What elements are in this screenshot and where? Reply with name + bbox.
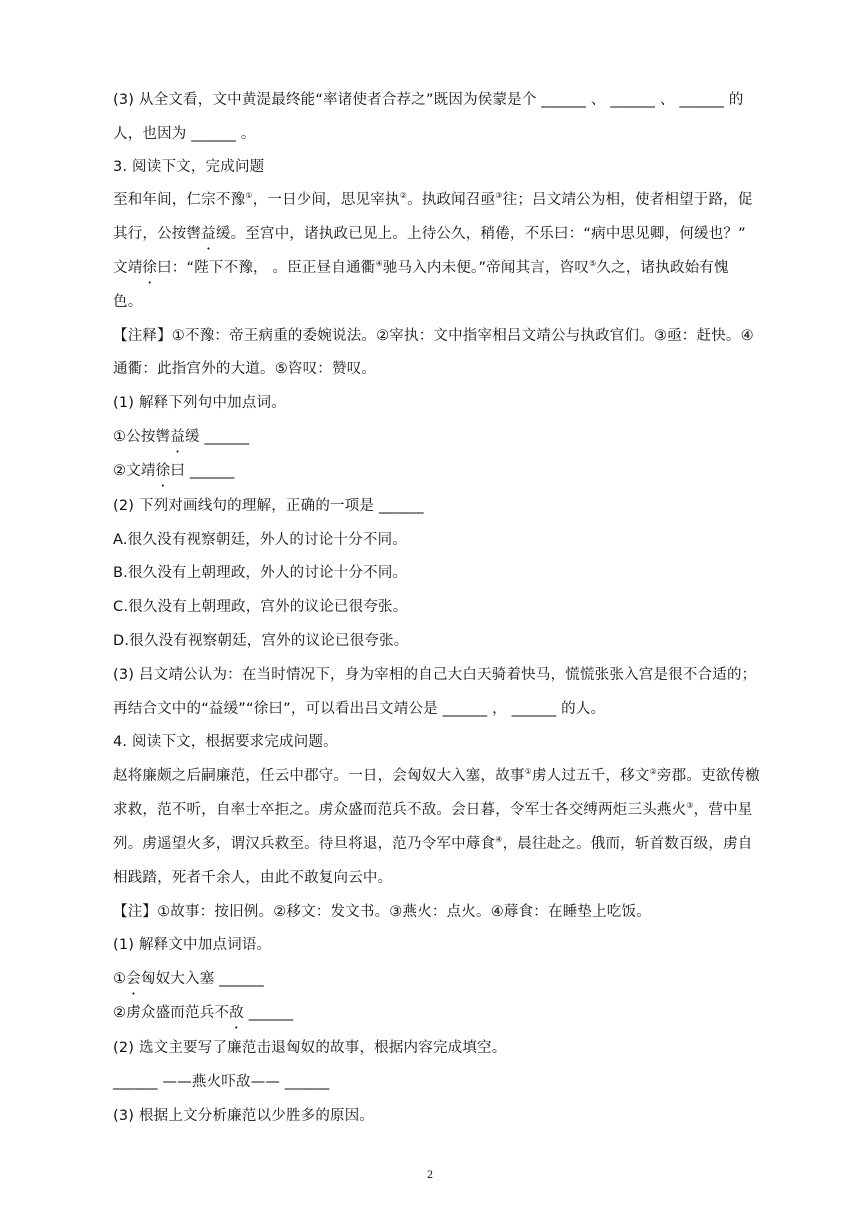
page-number: 2 <box>427 1167 433 1181</box>
emphasis-dot-char: 会 <box>126 971 141 987</box>
q4-sub1-b: ②虏众盛而范兵不敌 ______ <box>113 1005 294 1021</box>
q4-sub1-a: ①会匈奴大入塞 ______ <box>113 971 264 987</box>
emphasis-dot-char: 徐 <box>142 260 158 276</box>
emphasis-dot-char: 益 <box>201 226 216 242</box>
q3-option-a: A.很久没有视察朝廷，外人的讨论十分不同。 <box>113 532 407 548</box>
q3-sub3-line2: 再结合文中的“益缓”“徐曰”，可以看出吕文靖公是 ______ ， ______ 的人。 <box>113 701 606 717</box>
q3-passage-line2: 其行，公按辔益缓。至宫中，诸执政已见上。上待公久，稍倦，不乐曰：“病中思见卿，何缓也？” <box>113 226 746 242</box>
q4-note: 【注】①故事：按旧例。②移文：发文书。③燕火：点火。④蓐食：在睡垫上吃饭。 <box>113 904 651 920</box>
emphasis-dot-char: 益 <box>170 429 186 445</box>
q3-sub1: (1) 解释下列句中加点词。 <box>113 395 286 411</box>
q4-passage-line3: 列。虏遥望火多，谓汉兵救至。待旦将退，范乃令军中蓐食④，晨往赴之。俄而，斩首数百级，虏自 <box>113 835 753 852</box>
q3-option-d: D.很久没有视察朝廷，宫外的议论已很夸张。 <box>113 633 409 649</box>
q4-sub2: (2) 选文主要写了廉范击退匈奴的故事，根据内容完成填空。 <box>113 1040 507 1056</box>
q4-passage-line1: 赵将廉颇之后嗣廉范，任云中郡守。一日，会匈奴大入塞，故事①虏人过五千，移文②旁郡。吏欲传檄 <box>113 767 760 784</box>
q3-sub1-a: ①公按辔益缓 ______ <box>113 429 250 445</box>
q3-heading: 3. 阅读下文，完成问题 <box>113 159 265 175</box>
q3-passage-line1: 至和年间，仁宗不豫①，一日少间，思见宰执②。执政闻召亟③往；吕文靖公为相，使者相望于路，促 <box>113 191 753 208</box>
q4-heading: 4. 阅读下文，根据要求完成问题。 <box>113 734 338 750</box>
q3-option-c: C.很久没有上朝理政，宫外的议论已很夸张。 <box>113 599 408 615</box>
q3-sub1-b: ②文靖徐曰 ______ <box>113 463 235 479</box>
q2-sub3-line2: 人，也因为 ______ 。 <box>113 126 256 142</box>
q3-note-line2: 通衢：此指宫外的大道。⑤咨叹：赞叹。 <box>113 361 377 377</box>
q2-sub3-line1: (3) 从全文看，文中黄湜最终能“率诸使者合荐之”既因为侯蒙是个 ______ 、 ______ 、 ______ 的 <box>113 92 744 108</box>
q3-sub3-line1: (3) 吕文靖公认为：在当时情况下，身为宰相的自己大白天骑着快马，慌慌张张入宫是很不合适的； <box>113 667 757 683</box>
q3-note-line1: 【注释】①不豫：帝王病重的委婉说法。②宰执：文中指宰相吕文靖公与执政官们。③亟：赶快。④ <box>113 328 754 344</box>
q3-passage-line3: 文靖徐曰：“陛下不豫， 。臣正昼自通衢④驰马入内未便。”帝闻其言，咨叹⑤久之，诸执政始有愧 <box>113 259 729 276</box>
q4-sub2-fill: ______ ——燕火吓敌—— ______ <box>113 1074 330 1090</box>
q3-passage-line4: 色。 <box>113 294 143 310</box>
q3-option-b: B.很久没有上朝理政，外人的讨论十分不同。 <box>113 565 408 581</box>
q3-sub2: (2) 下列对画线句的理解，正确的一项是 ______ <box>113 498 424 514</box>
q4-sub1: (1) 解释文中加点词语。 <box>113 937 272 953</box>
q4-passage-line2: 求救，范不听，自率士卒拒之。虏众盛而范兵不敌。会日暮，令军士各交缚两炬三头燕火③，营中星 <box>113 801 753 818</box>
emphasis-dot-char: 徐 <box>155 463 171 479</box>
emphasis-dot-char: 敌 <box>229 1005 244 1021</box>
q4-passage-line4: 相践踏，死者千余人，由此不敢复向云中。 <box>113 870 393 886</box>
q4-sub3: (3) 根据上文分析廉范以少胜多的原因。 <box>113 1108 375 1124</box>
